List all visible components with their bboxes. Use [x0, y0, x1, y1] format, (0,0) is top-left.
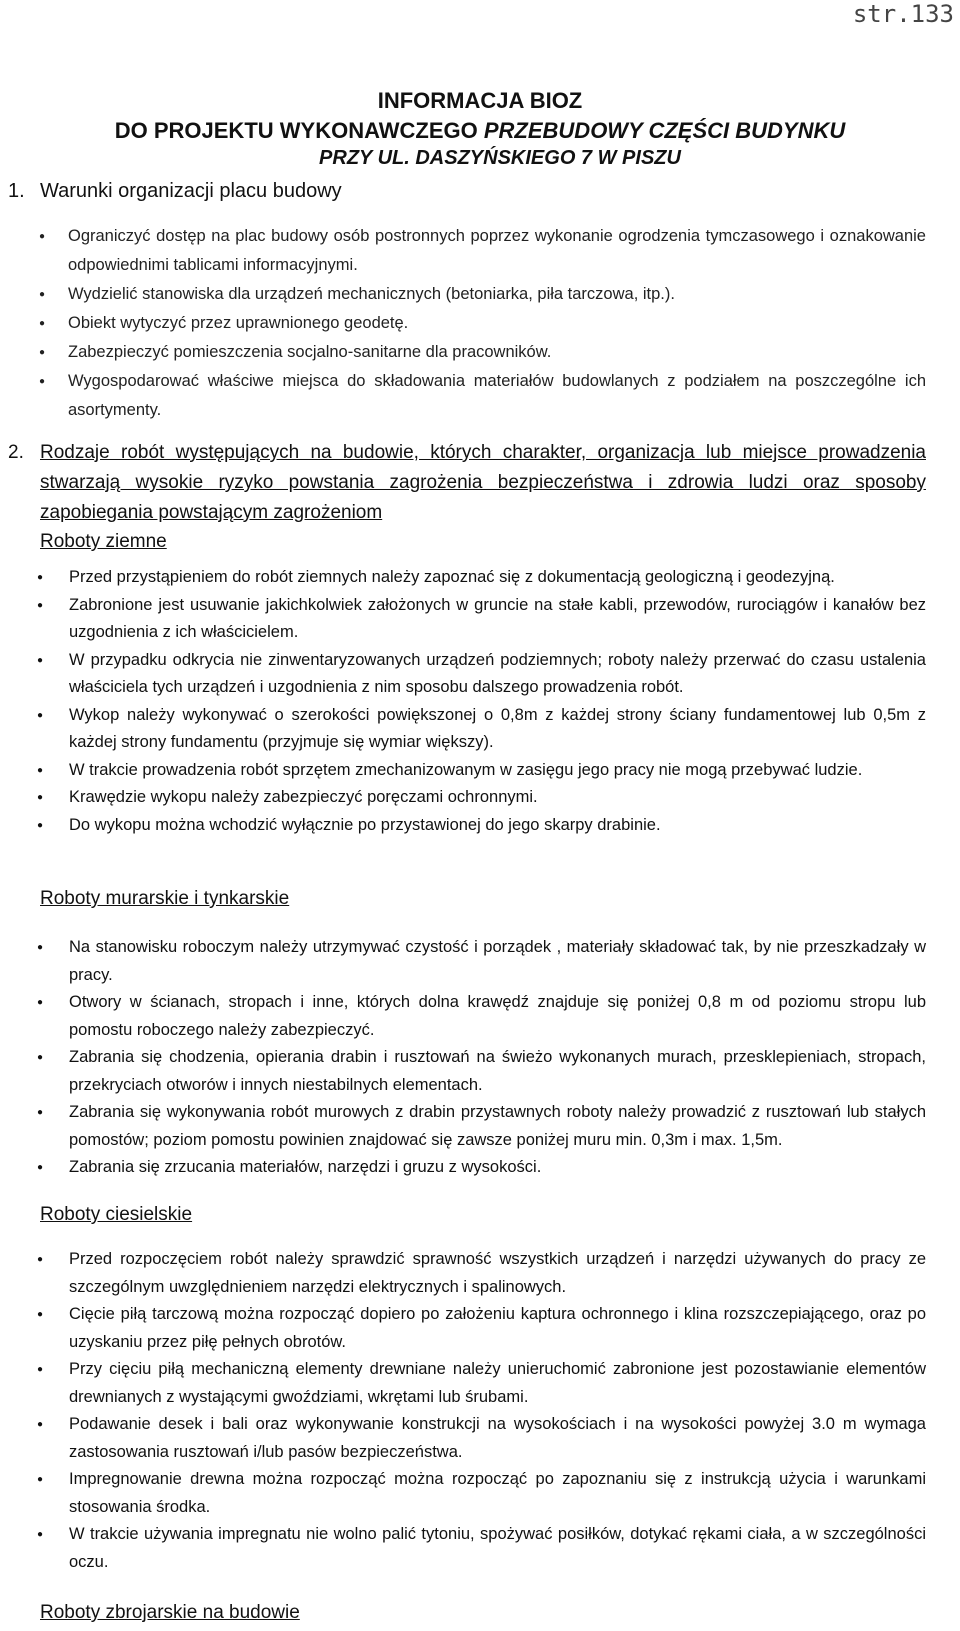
list-item: ● Podawanie desek i bali oraz wykonywanie konstrukcji na wysokościach i na wysokości powyżej 3.0 m wymaga zastosowania rusztowań i/lub pasów bezpieczeństwa.: [0, 1411, 960, 1466]
carpentry-heading: Roboty ciesielskie: [40, 1204, 193, 1225]
list-item: ● Zabrania się chodzenia, opierania drabin i rusztowań na świeżo wykonanych murach, przesklepieniach, stropach, przekryciach otworów i innych niestabilnych elementach.: [0, 1044, 960, 1099]
title-line-2-italic: PRZEBUDOWY CZĘŚCI BUDYNKU: [483, 118, 846, 143]
earthworks-list: [0, 564, 960, 839]
list-item: ● Zabronione jest usuwanie jakichkolwiek założonych w gruncie na stałe kabli, przewodów, rurociągów i kanałów bez uzgodnienia z ich właścicielem.: [0, 592, 960, 647]
section-1-title: Warunki organizacji placu budowy: [40, 180, 342, 202]
section-2-heading: [8, 438, 926, 528]
masonry-heading: Roboty murarskie i tynkarskie: [40, 888, 290, 909]
list-item: ● Zabrania się zrzucania materiałów, narzędzi i gruzu z wysokości.: [0, 1154, 960, 1182]
list-item: ● W przypadku odkrycia nie zinwentaryzowanych urządzeń podziemnych; roboty należy przerwać do czasu ustalenia właściciela tych urządzeń i uzgodnienia z nim sposobu dalszego prowadzenia robót.: [0, 647, 960, 702]
list-item: ● Zabezpieczyć pomieszczenia socjalno-sanitarne dla pracowników.: [0, 338, 960, 367]
list-item: ● Na stanowisku roboczym należy utrzymywać czystość i porządek , materiały składować tak, by nie przeszkadzały w pracy.: [0, 934, 960, 989]
title-line-2: [0, 116, 960, 146]
earthworks-heading: Roboty ziemne: [40, 531, 167, 552]
list-item: ● Otwory w ścianach, stropach i inne, których dolna krawędź znajduje się poniżej 0,8 m od poziomu stropu lub pomostu roboczego należy zabezpieczyć.: [0, 989, 960, 1044]
list-item: ● Wygospodarować właściwe miejsca do składowania materiałów budowlanych z podziałem na poszczególne ich asortymenty.: [0, 367, 960, 425]
document-title: [0, 86, 960, 170]
masonry-list: [0, 934, 960, 1182]
carpentry-list: [0, 1246, 960, 1576]
section-2-number: 2.: [8, 442, 24, 463]
section-1-heading: [8, 180, 342, 203]
list-item: ● Przed rozpoczęciem robót należy sprawdzić sprawność wszystkich urządzeń i narzędzi używanych do pracy ze szczególnym uwzględnieniem narzędzi elektrycznych i spalinowych.: [0, 1246, 960, 1301]
title-line-1: INFORMACJA BIOZ: [377, 88, 583, 113]
list-item: ● Cięcie piłą tarczową można rozpocząć dopiero po założeniu kaptura ochronnego i klina rozszczepiającego, oraz po uzyskaniu przez piłę pełnych obrotów.: [0, 1301, 960, 1356]
list-item: ● W trakcie używania impregnatu nie wolno palić tytoniu, spożywać posiłków, dotykać rękami ciała, a w szczególności oczu.: [0, 1521, 960, 1576]
site-organization-list: [0, 222, 960, 425]
rebar-heading: Roboty zbrojarskie na budowie: [40, 1602, 300, 1623]
list-item: ● Zabrania się wykonywania robót murowych z drabin przystawnych roboty należy prowadzić z rusztowań lub stałych pomostów; poziom pomostu powinien znajdować się zawsze poniżej muru min. 0,3m i max. 1,5m.: [0, 1099, 960, 1154]
section-2-title: Rodzaje robót występujących na budowie, których charakter, organizacja lub miejsce prowadzenia stwarzają wysokie ryzyko powstania zagrożenia bezpieczeństwa i zdrowia ludzi oraz sposoby zapobiegania powstającym zagrożeniom: [40, 442, 926, 523]
page-number: str.133: [852, 0, 954, 28]
title-line-3: PRZY UL. DASZYŃSKIEGO 7 W PISZU: [319, 147, 681, 169]
list-item: ● Impregnowanie drewna można rozpocząć można rozpocząć po zapoznaniu się z instrukcją użycia i warunkami stosowania środka.: [0, 1466, 960, 1521]
list-item: ● Krawędzie wykopu należy zabezpieczyć poręczami ochronnymi.: [0, 784, 960, 812]
list-item: ● Wydzielić stanowiska dla urządzeń mechanicznych (betoniarka, piła tarczowa, itp.).: [0, 280, 960, 309]
section-1-number: 1.: [8, 180, 25, 202]
title-line-2-normal: DO PROJEKTU WYKONAWCZEGO: [114, 118, 484, 143]
list-item: ● Do wykopu można wchodzić wyłącznie po przystawionej do jego skarpy drabinie.: [0, 812, 960, 840]
list-item: ● Wykop należy wykonywać o szerokości powiększonej o 0,8m z każdej strony ściany fundamentowej lub 0,5m z każdej strony fundamentu (przyjmuje się wymiar większy).: [0, 702, 960, 757]
list-item: ● Przy cięciu piłą mechaniczną elementy drewniane należy unieruchomić zabronione jest pozostawianie elementów drewnianych z wystającymi gwoździami, wkrętami lub śrubami.: [0, 1356, 960, 1411]
list-item: ● Przed przystąpieniem do robót ziemnych należy zapoznać się z dokumentacją geologiczną i geodezyjną.: [0, 564, 960, 592]
list-item: ● Ograniczyć dostęp na plac budowy osób postronnych poprzez wykonanie ogrodzenia tymczasowego i oznakowanie odpowiednimi tablicami informacyjnymi.: [0, 222, 960, 280]
list-item: ● Obiekt wytyczyć przez uprawnionego geodetę.: [0, 309, 960, 338]
list-item: ● W trakcie prowadzenia robót sprzętem zmechanizowanym w zasięgu jego pracy nie mogą przebywać ludzie.: [0, 757, 960, 785]
